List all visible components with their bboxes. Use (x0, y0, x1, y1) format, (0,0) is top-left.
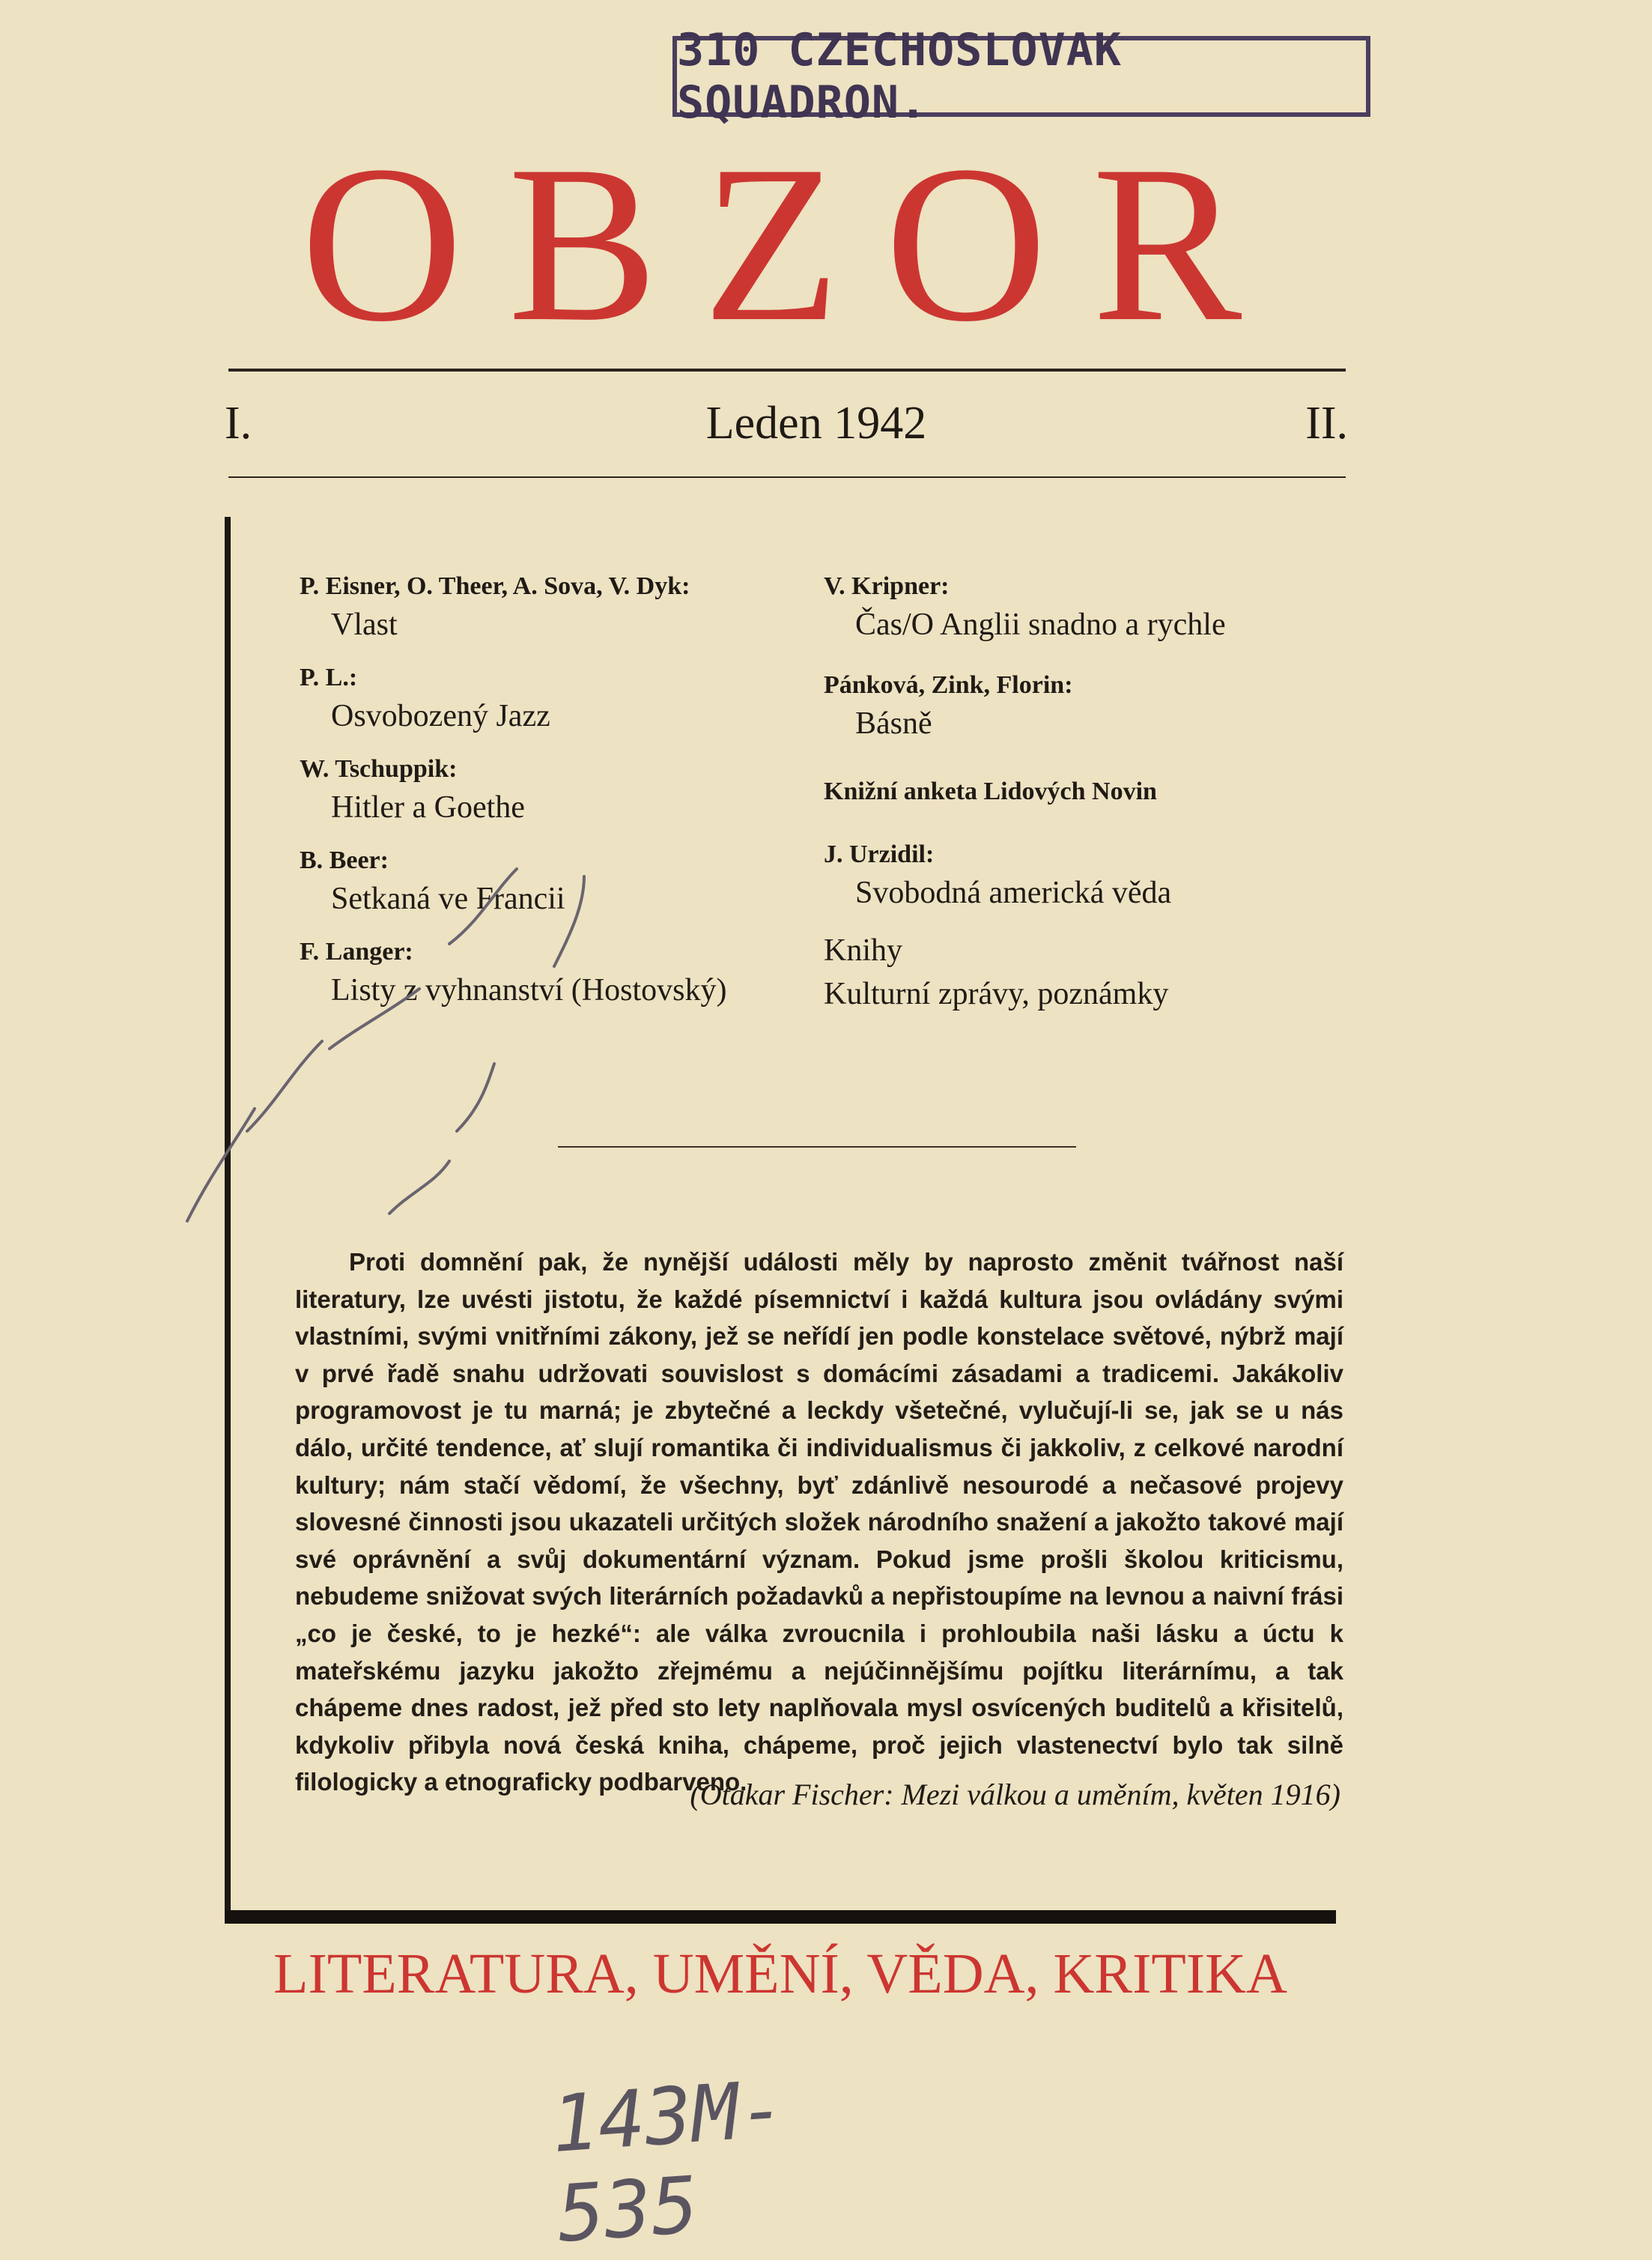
magazine-title: OBZOR (300, 119, 1287, 368)
toc-author: V. Kripner: (824, 572, 950, 600)
toc-entry (300, 752, 809, 828)
pencil-scribble-icon (165, 861, 704, 1251)
toc-author: B. Beer: (300, 846, 389, 874)
issue-rule (228, 476, 1346, 478)
toc-author: Knižní anketa Lidových Novin (824, 778, 1157, 805)
toc-entry (300, 661, 809, 737)
intro-quote: Proti domnění pak, že nynější události měly by naprosto změnit tvářnost naší literatury, lze uvésti jistotu, že každé písemnictví i každá kultura jsou ovládány svými vlastními, svými vnitřními zákony, jež se neřídí jen podle konstelace světové, nýbrž mají v prvé řadě snahu udržovati souvislost s domácími zásadami a tradicemi. Jakákoliv programovost je tu marná; je zbytečné a leckdy všetečné, vylučují-li se, jak se u nás dálo, určité tendence, ať slují romantika či individualismus či jakkoliv, z celkové narodní kultury; nám stačí vědomí, že všechny, byť zdánlivě nesourodé a nečasové projevy slovesné činnosti jsou ukazateli určitých složek národního snažení a jakožto takové mají své oprávnění a svůj dokumentární význam. Pokud jsme prošli školou kriticismu, nebudeme snižovat svých literárních požadavků a nepřistoupíme na levnou a naivní frási „co je české, to je hezké“: ale válka zvroucnila i prohloubila naši lásku a úctu k mateřskému jazyku jakožto zřejmému a nejúčinnějšímu pojítku literárnímu, a tak chápeme dnes radost, jež před sto lety naplňovala mysl osvícených buditelů a křisitelů, kdykoliv přibyla nová česká kniha, chápeme, proč jejich vlastenectví bylo tak silně filologicky a etnograficky podbarveno. (295, 1248, 1343, 1796)
toc-plain-item: Kulturní zprávy, poznámky (824, 977, 1169, 1011)
toc-title: Básně (855, 706, 932, 741)
toc-title: Vlast (331, 608, 398, 642)
toc-author: W. Tschuppik: (300, 755, 458, 783)
toc-right-column (824, 569, 1363, 1016)
issue-date: Leden 1942 (705, 398, 927, 449)
toc-entry (824, 837, 1363, 914)
squadron-stamp: 310 CZECHOSLOVAK SQUADRON. (672, 36, 1370, 117)
toc-entry (824, 668, 1363, 745)
toc-title: Listy z vyhnanství (Hostovský) (331, 973, 727, 1008)
bottom-rule (225, 1910, 1336, 1924)
title-rule (228, 369, 1346, 372)
toc-entry (300, 569, 809, 646)
toc-entry (824, 775, 1363, 809)
toc-author: P. Eisner, O. Theer, A. Sova, V. Dyk: (300, 572, 690, 600)
quote-citation: (Otakar Fischer: Mezi válkou a uměním, květen 1916) (690, 1778, 1340, 1811)
magazine-subtitle: LITERATURA, UMĚNÍ, VĚDA, KRITIKA (273, 1942, 1287, 2005)
toc-author: P. L.: (300, 664, 358, 691)
toc-plain-item: Knihy (824, 933, 902, 968)
toc-title: Svobodná americká věda (855, 876, 1172, 910)
toc-author: J. Urzidil: (824, 840, 935, 868)
toc-title: Hitler a Goethe (331, 790, 525, 825)
toc-title: Setkaná ve Francii (331, 882, 565, 916)
toc-title: Osvobozený Jazz (331, 699, 550, 733)
toc-author: F. Langer: (300, 938, 413, 966)
toc-entry (824, 569, 1363, 646)
toc-title: Čas/O Anglii snadno a rychle (855, 608, 1226, 642)
issue-volume: I. (225, 398, 252, 449)
issue-number: II. (1305, 398, 1348, 449)
toc-author: Pánková, Zink, Florin: (824, 671, 1073, 699)
handwritten-call-number: 143M-535 (548, 2062, 789, 2260)
